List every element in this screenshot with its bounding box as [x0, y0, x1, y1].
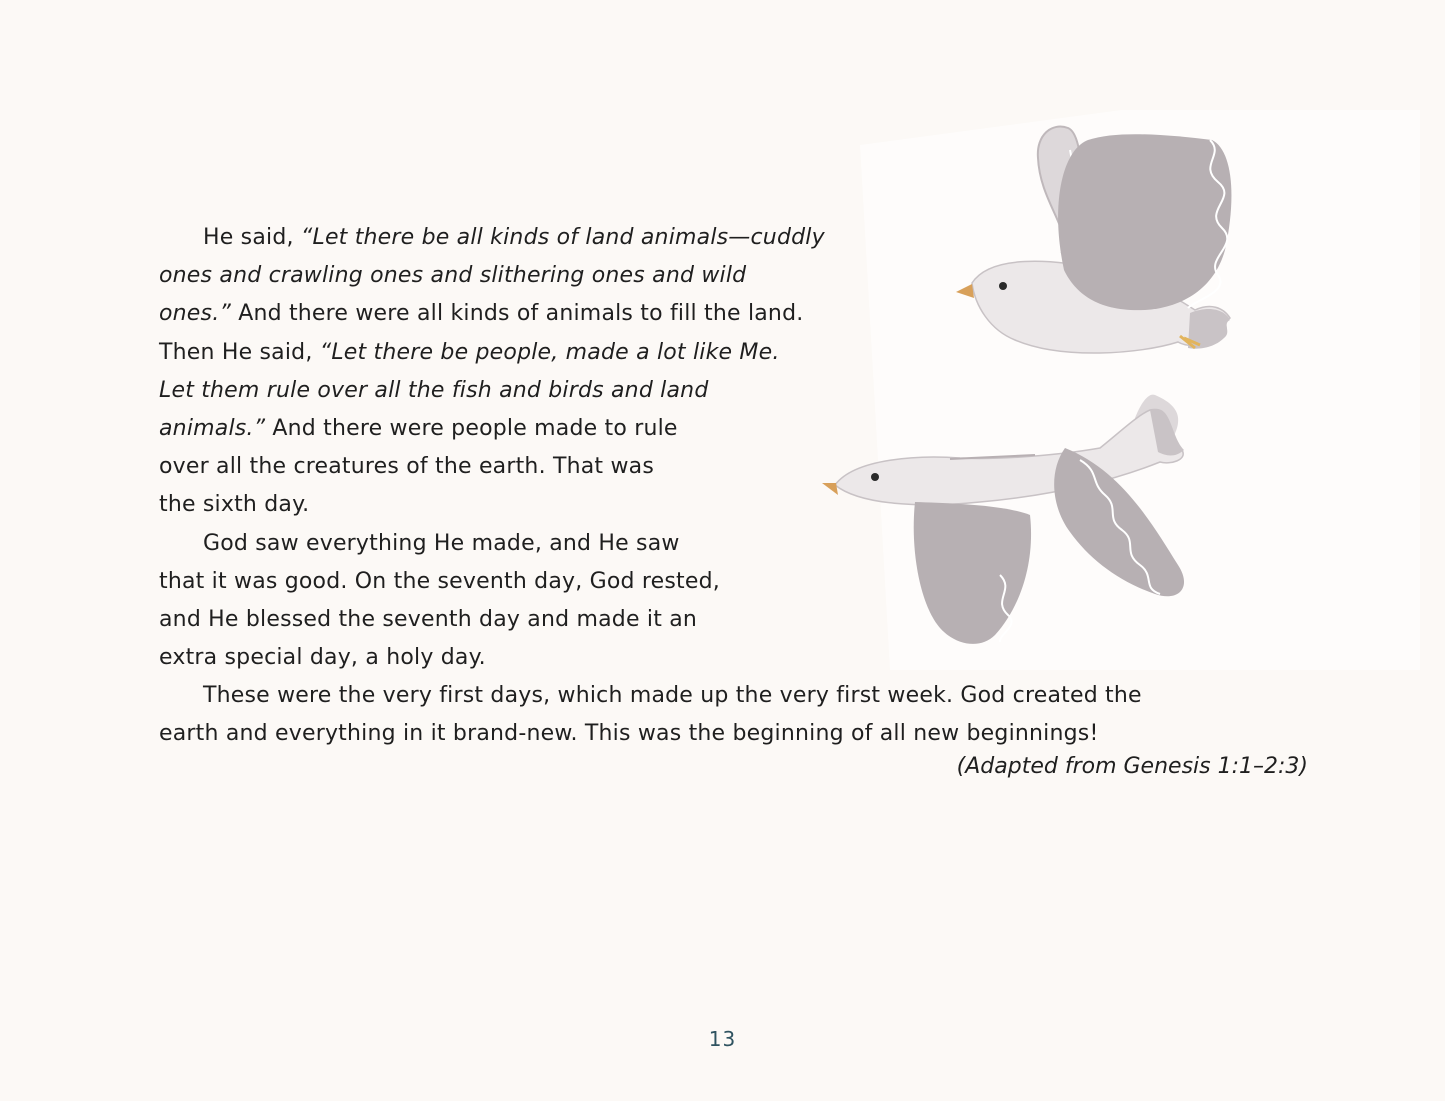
text-line — [159, 563, 1142, 601]
text-segment: that it was good. On the seventh day, God rested, — [159, 568, 720, 594]
story-text — [159, 219, 1142, 754]
text-line — [159, 715, 1142, 753]
text-segment: Then He said, — [159, 339, 320, 365]
text-line — [159, 295, 1142, 333]
text-line — [159, 525, 1142, 563]
text-line — [159, 677, 1142, 715]
italic-text: Let them rule over all the fish and birds and land — [159, 377, 709, 403]
text-line — [159, 372, 1142, 410]
text-line — [159, 334, 1142, 372]
text-line — [159, 486, 1142, 524]
text-segment: These were the very first days, which made up the very first week. God created the — [203, 683, 1142, 709]
text-line — [159, 448, 1142, 486]
text-line — [159, 639, 1142, 677]
text-segment: earth and everything in it brand-new. This was the beginning of all new beginnings! — [159, 721, 1099, 747]
italic-text: ones and crawling ones and slithering ones and wild — [159, 263, 747, 289]
text-line — [159, 601, 1142, 639]
text-segment: extra special day, a holy day. — [159, 645, 486, 671]
text-segment: and He blessed the seventh day and made it an — [159, 606, 698, 632]
italic-text: animals.” — [159, 415, 266, 441]
italic-text: “Let there be all kinds of land animals—cuddly — [300, 225, 825, 250]
text-line — [159, 219, 1142, 257]
scripture-reference: (Adapted from Genesis 1:1–2:3) — [956, 754, 1308, 779]
text-segment: And there were people made to rule — [265, 415, 678, 441]
text-line — [159, 257, 1142, 295]
text-segment: And there were all kinds of animals to fill the land. — [231, 301, 804, 327]
text-segment: God saw everything He made, and He saw — [203, 530, 680, 556]
text-segment: He said, — [203, 225, 301, 250]
text-segment: the sixth day. — [159, 492, 310, 518]
italic-text: ones.” — [159, 301, 231, 327]
page-number: 13 — [708, 1027, 737, 1051]
text-segment: over all the creatures of the earth. That was — [159, 454, 654, 480]
italic-text: “Let there be people, made a lot like Me. — [319, 339, 780, 365]
text-line — [159, 410, 1142, 448]
